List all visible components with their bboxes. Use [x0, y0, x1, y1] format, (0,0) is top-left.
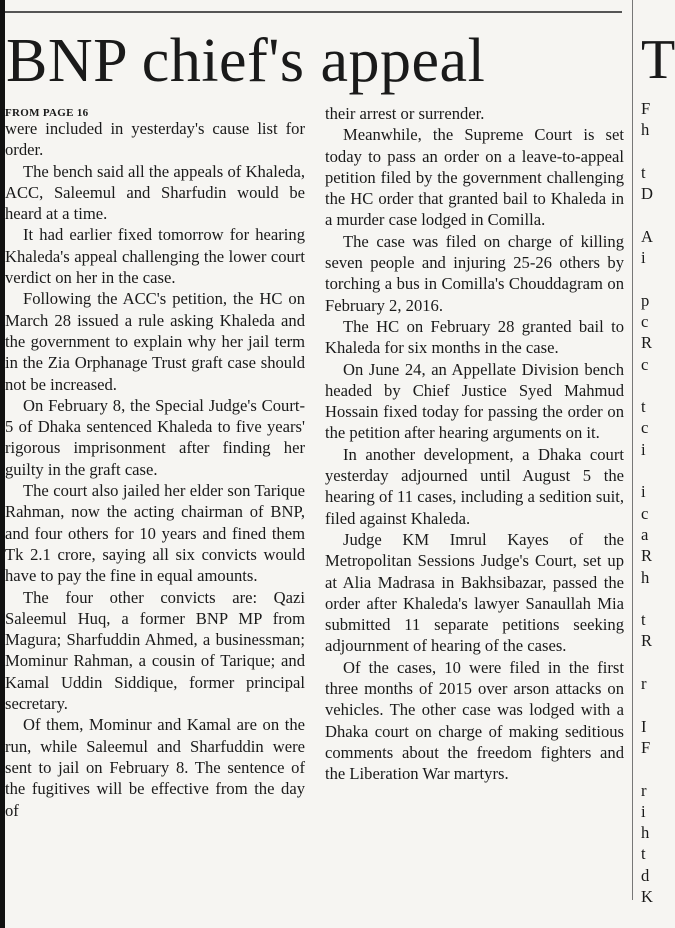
adjacent-line-fragment: K — [641, 886, 653, 906]
adjacent-line-fragment: h — [641, 823, 650, 843]
adjacent-line-fragment: c — [641, 354, 649, 374]
paragraph: On February 8, the Special Judge's Court-5 of Dhaka sentenced Khaleda to five years' rigorous imprisonment after finding her guilty in the graft case. — [5, 395, 305, 479]
paragraph: their arrest or surrender. — [325, 104, 485, 123]
adjacent-line-fragment — [641, 375, 651, 396]
adjacent-line-fragment: t — [641, 844, 646, 864]
adjacent-line-fragment: d — [641, 865, 650, 885]
paragraph: The bench said all the appeals of Khaleda, ACC, Saleemul and Sharfudin would be heard at a time. — [5, 161, 305, 224]
adjacent-line-fragment — [641, 758, 651, 779]
adjacent-line-fragment: t — [641, 610, 646, 630]
adjacent-line-fragment — [641, 652, 651, 673]
adjacent-line-fragment: r — [641, 780, 647, 800]
column-rule — [632, 0, 633, 900]
adjacent-line-fragment: F — [641, 737, 651, 757]
adjacent-line-fragment: c — [641, 311, 649, 331]
adjacent-article-fragment — [641, 98, 651, 907]
jump-label: FROM PAGE 16 — [5, 107, 89, 119]
adjacent-line-fragment: t — [641, 397, 646, 417]
adjacent-line-fragment: p — [641, 290, 650, 310]
headline: BNP chief's appeal — [6, 27, 486, 95]
adjacent-line-fragment: i — [641, 248, 646, 268]
paragraph: Of the cases, 10 were filed in the first three months of 2015 over arson attacks on vehicles. The other case was lodged with a Dhaka court on charge of making seditious comments about the freedom fighters and the Liberation War martyrs. — [325, 657, 624, 784]
adjacent-line-fragment: c — [641, 418, 649, 438]
paragraph: The four other convicts are: Qazi Saleemul Huq, a former BNP MP from Magura; Sharfuddin Ahmed, a businessman; Mominur Rahman, a cousin of Tarique; and Kamal Uddin Siddique, former principal secretary. — [5, 587, 305, 714]
adjacent-line-fragment — [641, 141, 651, 162]
adjacent-line-fragment: D — [641, 184, 653, 204]
adjacent-line-fragment — [641, 694, 651, 715]
adjacent-line-fragment: i — [641, 439, 646, 459]
article-column-2 — [325, 103, 624, 785]
article-column-1 — [5, 118, 305, 821]
adjacent-line-fragment: a — [641, 524, 649, 544]
adjacent-line-fragment: t — [641, 162, 646, 182]
paragraph: Meanwhile, the Supreme Court is set today to pass an order on a leave-to-appeal petition filed by the government challenging the HC order that granted bail to Khaleda in a murder case lodged in Comilla. — [325, 125, 624, 230]
paragraph: The HC on February 28 granted bail to Khaleda for six months in the case. — [325, 316, 624, 358]
adjacent-line-fragment: h — [641, 120, 650, 140]
paragraph: Judge KM Imrul Kayes of the Metropolitan Sessions Judge's Court, set up at Alia Madrasa in Bakhsibazar, passed the order after Khaleda's lawyer Sanaullah Mia submitted 11 separate petitions seeking adjournment of hearing of the cases. — [325, 529, 624, 656]
adjacent-line-fragment: i — [641, 482, 646, 502]
paragraph: It had earlier fixed tomorrow for hearing Khaleda's appeal challenging the lower court verdict on her in the case. — [5, 225, 305, 288]
paragraph: The court also jailed her elder son Tarique Rahman, now the acting chairman of BNP, and four others for 10 years and fined them Tk 2.1 crore, saying all six convicts would have to pay the fine in equal amounts. — [5, 481, 305, 586]
adjacent-line-fragment — [641, 204, 651, 225]
adjacent-line-fragment: A — [641, 226, 653, 246]
adjacent-headline-fragment: T — [641, 29, 675, 91]
adjacent-line-fragment: F — [641, 99, 651, 118]
paragraph: On June 24, an Appellate Division bench headed by Chief Justice Syed Mahmud Hossain fixed today for passing the order on the petition after hearing arguments on it. — [325, 359, 624, 443]
top-rule — [5, 11, 622, 13]
adjacent-line-fragment: I — [641, 716, 647, 736]
adjacent-line-fragment: r — [641, 674, 647, 694]
adjacent-line-fragment — [641, 268, 651, 289]
paragraph: Of them, Mominur and Kamal are on the run, while Saleemul and Sharfuddin were sent to jail on February 8. The sentence of the fugitives will be effective from the day of — [5, 715, 305, 820]
adjacent-line-fragment: c — [641, 503, 649, 523]
paragraph: Following the ACC's petition, the HC on March 28 issued a rule asking Khaleda and the government to explain why her jail term in the Zia Orphanage Trust graft case should not be increased. — [5, 289, 305, 394]
adjacent-line-fragment: h — [641, 567, 650, 587]
paragraph: The case was filed on charge of killing seven people and injuring 25-26 others by torching a bus in Comilla's Chouddagram on February 2, 2016. — [325, 231, 624, 315]
adjacent-line-fragment: i — [641, 801, 646, 821]
adjacent-line-fragment — [641, 588, 651, 609]
adjacent-line-fragment: R — [641, 631, 653, 651]
adjacent-line-fragment: R — [641, 546, 653, 566]
adjacent-line-fragment — [641, 460, 651, 481]
paragraph: were included in yesterday's cause list for order. — [5, 119, 305, 160]
adjacent-line-fragment: R — [641, 333, 653, 353]
paragraph: In another development, a Dhaka court yesterday adjourned until August 5 the hearing of 11 cases, including a sedition suit, filed against Khaleda. — [325, 444, 624, 528]
